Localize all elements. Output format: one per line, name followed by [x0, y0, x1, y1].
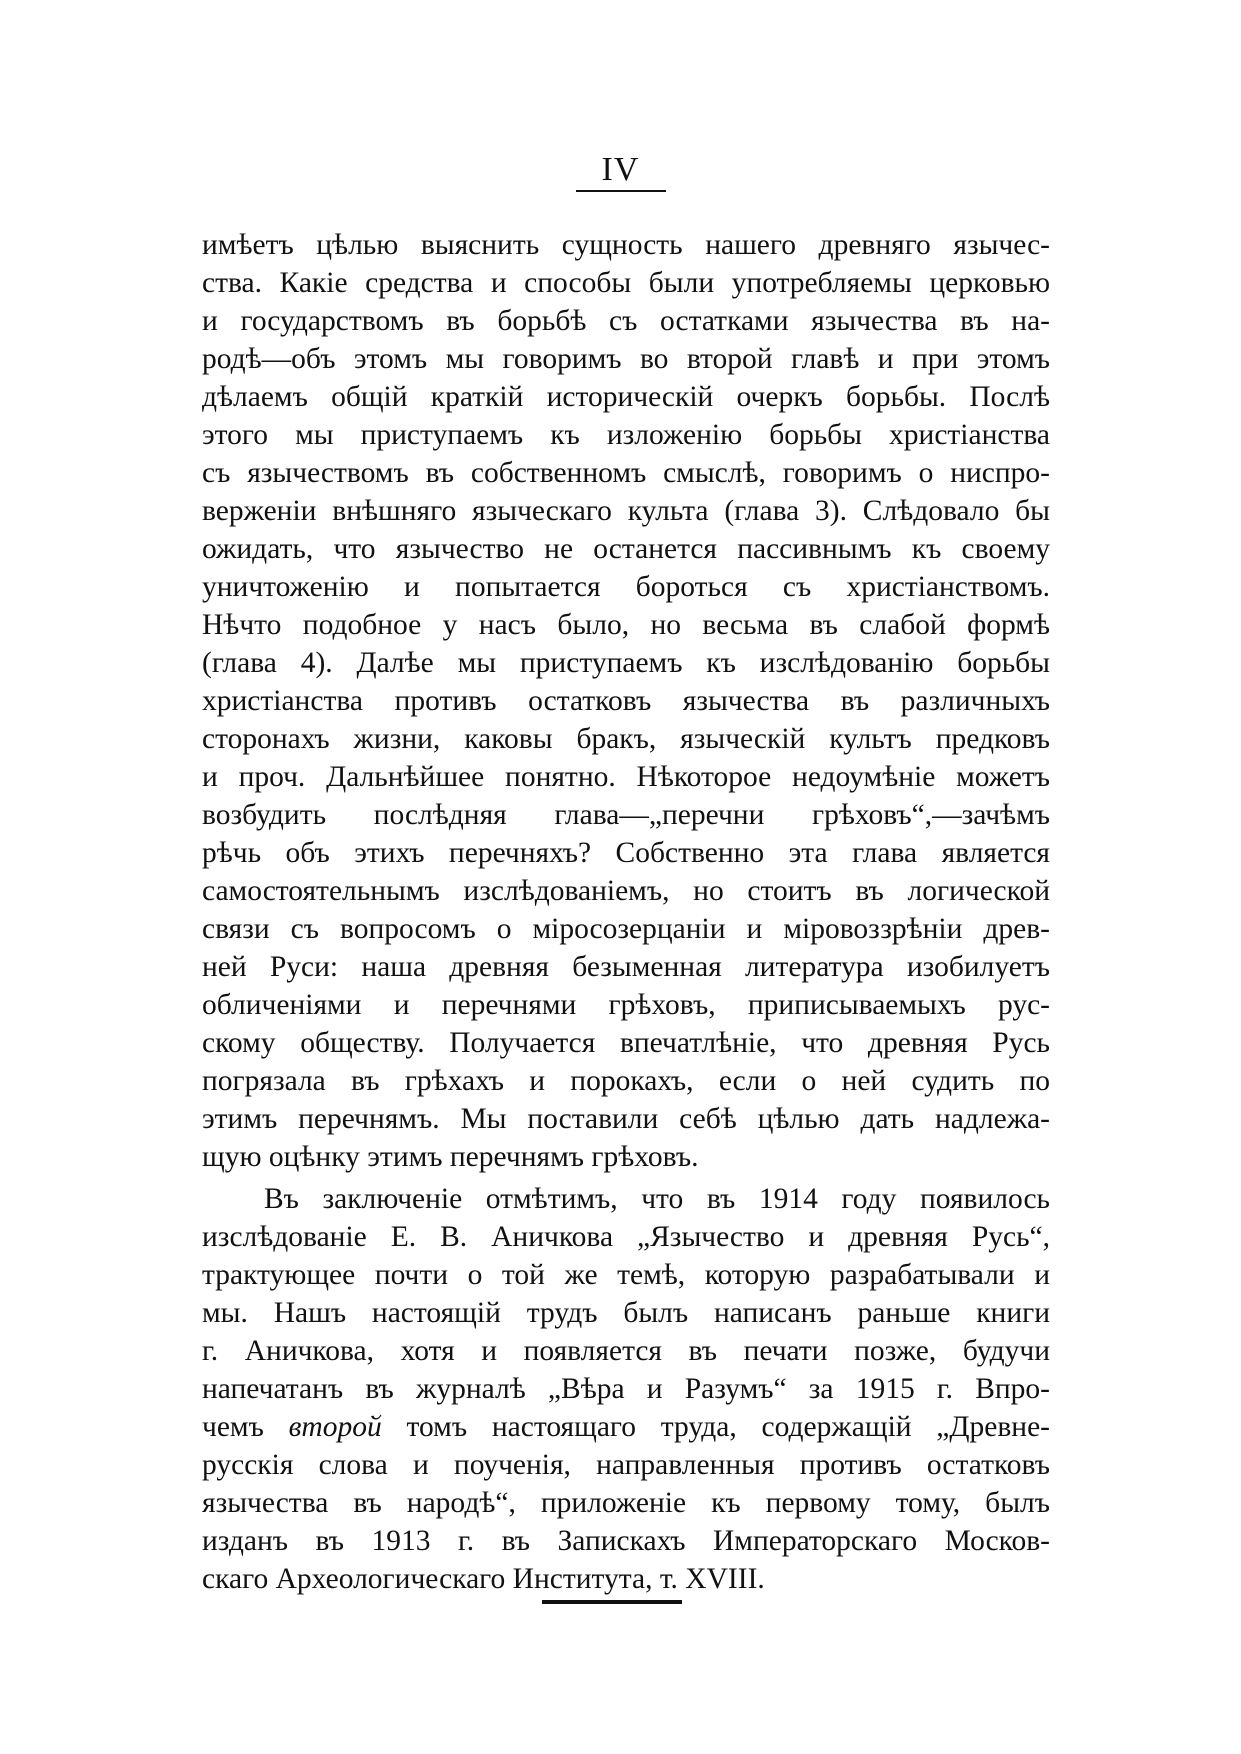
text-line: (глава 4). Далѣе мы приступаемъ къ изслѣдованiю борьбы [202, 647, 1050, 679]
text-line: изслѣдованiе Е. В. Аничкова „Язычество и древняя Русь“, [202, 1221, 1050, 1253]
text-line: родѣ—объ этомъ мы говоримъ во второй главѣ и при этомъ [202, 343, 1050, 375]
text-line: г. Аничкова, хотя и появляется въ печати позже, будучи [202, 1335, 1050, 1367]
text-line: имѣетъ цѣлью выяснить сущность нашего древняго язычес- [202, 229, 1050, 261]
text-line: этого мы приступаемъ къ изложенiю борьбы христiанства [202, 419, 1050, 451]
text-line: Въ заключенiе отмѣтимъ, что въ 1914 году появилось [264, 1183, 1050, 1215]
text-line: изданъ въ 1913 г. въ Запискахъ Императорскаго Москов- [202, 1525, 1050, 1557]
text-line: и государствомъ въ борьбѣ съ остатками язычества въ на- [202, 305, 1050, 337]
text-line: сторонахъ жизни, каковы бракъ, языческiй культъ предковъ [202, 723, 1050, 755]
text-line: и проч. Дальнѣйшее понятно. Нѣкоторое недоумѣнiе можетъ [202, 761, 1050, 793]
text-line: рѣчь объ этихъ перечняхъ? Собственно эта глава является [202, 837, 1050, 869]
text-line: дѣлаемъ общiй краткiй историческiй очеркъ борьбы. Послѣ [202, 381, 1050, 413]
italic-word: второй [288, 1411, 382, 1443]
page-number-underline [576, 190, 666, 192]
text-line: верженiи внѣшняго языческаго культа (глава 3). Слѣдовало бы [202, 495, 1050, 527]
text-line: Нѣчто подобное у насъ было, но весьма въ слабой формѣ [202, 609, 1050, 641]
text-line: возбудить послѣдняя глава—„перечни грѣховъ“,—зачѣмъ [202, 799, 1050, 831]
text-fragment: томъ настоящаго труда, содержащiй „Древне- [381, 1411, 1051, 1443]
text-line: христiанства противъ остатковъ язычества въ различныхъ [202, 685, 1050, 717]
text-line: ства. Какiе средства и способы были употребляемы церковью [202, 267, 1050, 299]
paragraph-2 [202, 1180, 1050, 1598]
page-number: IV [601, 151, 640, 188]
text-line: уничтоженiю и попытается бороться съ христiанствомъ. [202, 571, 1050, 603]
text-line: трактующее почти о той же темѣ, которую разрабатывали и [202, 1259, 1050, 1291]
text-fragment: чемъ [202, 1411, 289, 1443]
text-line: скаго Археологическаго Института, т. XVIII. [202, 1563, 765, 1595]
text-line: ожидать, что язычество не останется пассивнымъ къ своему [202, 533, 1050, 565]
text-line: погрязала въ грѣхахъ и порокахъ, если о ней судить по [202, 1065, 1050, 1097]
end-of-section-rule [542, 1600, 682, 1604]
text-line: самостоятельнымъ изслѣдованiемъ, но стоитъ въ логической [202, 875, 1050, 907]
text-line: связи съ вопросомъ о мiросозерцанiи и мiровоззрѣнiи древ- [202, 913, 1050, 945]
paragraph-1 [202, 226, 1050, 1176]
text-line: скому обществу. Получается впечатлѣнiе, что древняя Русь [202, 1027, 1050, 1059]
text-line: щую оцѣнку этимъ перечнямъ грѣховъ. [202, 1141, 699, 1173]
text-line: мы. Нашъ настоящiй трудъ былъ написанъ раньше книги [202, 1297, 1050, 1329]
text-line: съ язычествомъ въ собственномъ смыслѣ, говоримъ о ниспро- [202, 457, 1050, 489]
text-line: язычества въ народѣ“, приложенiе къ первому тому, былъ [202, 1487, 1050, 1519]
text-line: русскiя слова и поученiя, направленныя противъ остатковъ [202, 1449, 1050, 1481]
text-line: напечатанъ въ журналѣ „Вѣра и Разумъ“ за 1915 г. Впро- [202, 1373, 1050, 1405]
text-line: обличенiями и перечнями грѣховъ, приписываемыхъ рус- [202, 989, 1050, 1021]
body-text [202, 226, 1050, 1598]
text-line: ней Руси: наша древняя безыменная литература изобилуетъ [202, 951, 1050, 983]
text-line-with-italic [202, 1408, 1050, 1446]
text-line: этимъ перечнямъ. Мы поставили себѣ цѣлью дать надлежа- [202, 1103, 1050, 1135]
